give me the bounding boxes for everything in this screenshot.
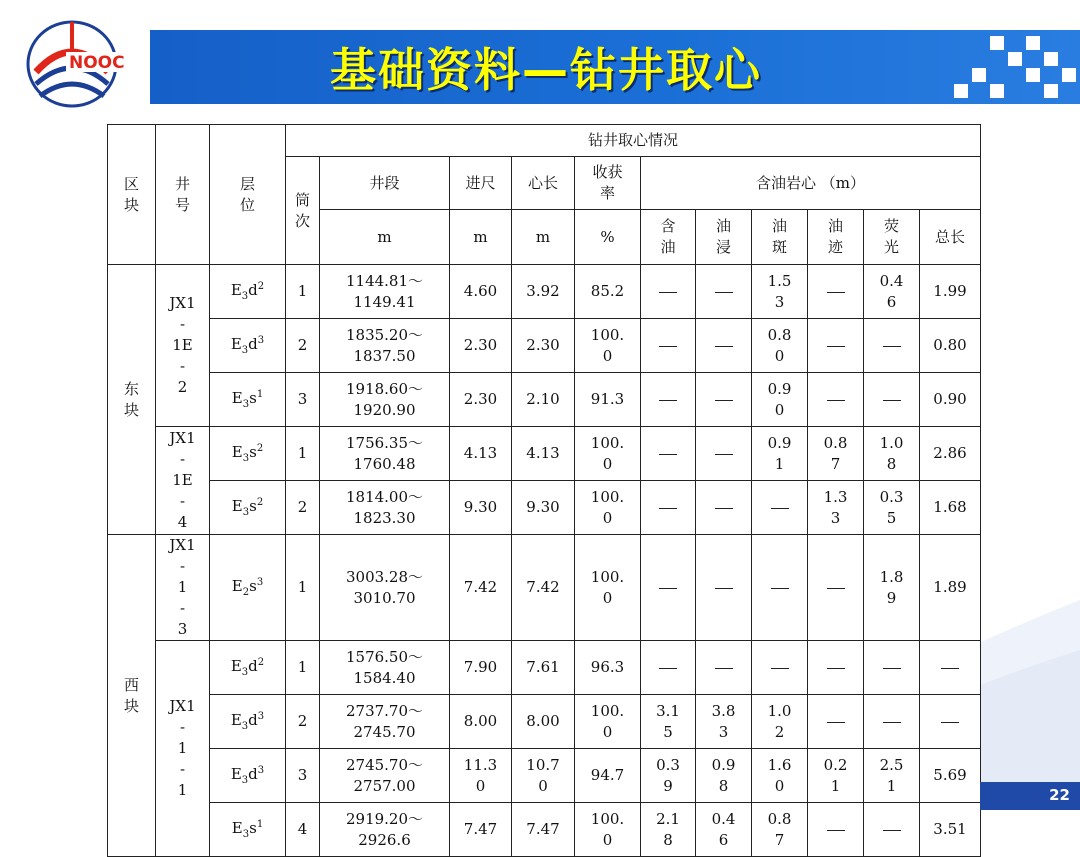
footage-cell: 4.13 bbox=[450, 427, 512, 481]
footage-cell: 2.30 bbox=[450, 373, 512, 427]
fluorescent-cell: 2.5 1 bbox=[864, 749, 920, 803]
table-row bbox=[108, 641, 981, 695]
core-length-cell: 2.30 bbox=[512, 319, 575, 373]
table-row bbox=[108, 481, 981, 535]
core-data-table bbox=[107, 124, 981, 857]
footage-cell: 8.00 bbox=[450, 695, 512, 749]
total-cell: 1.89 bbox=[920, 535, 981, 641]
oil-spotted-cell: 1.5 3 bbox=[752, 265, 808, 319]
fluorescent-cell bbox=[864, 803, 920, 857]
oil-immersed-cell: 0.4 6 bbox=[696, 803, 752, 857]
recovery-cell: 100. 0 bbox=[575, 319, 641, 373]
well-cell: JX1 - 1 - 3 bbox=[156, 535, 210, 641]
empty-dash bbox=[827, 292, 845, 293]
well-cell: JX1 - 1E - 2 bbox=[156, 265, 210, 427]
fluorescent-cell: 1.8 9 bbox=[864, 535, 920, 641]
trip-cell: 1 bbox=[286, 265, 320, 319]
trip-cell: 3 bbox=[286, 373, 320, 427]
empty-dash bbox=[771, 588, 789, 589]
trip-cell: 2 bbox=[286, 319, 320, 373]
trip-cell: 1 bbox=[286, 535, 320, 641]
oil-spotted-cell bbox=[752, 481, 808, 535]
oil-spotted-cell bbox=[752, 641, 808, 695]
core-length-cell: 10.7 0 bbox=[512, 749, 575, 803]
core-length-cell: 8.00 bbox=[512, 695, 575, 749]
recovery-cell: 100. 0 bbox=[575, 695, 641, 749]
header-footage: 进尺 bbox=[450, 157, 512, 210]
footage-cell: 4.60 bbox=[450, 265, 512, 319]
unit-footage: m bbox=[450, 210, 512, 265]
table-row bbox=[108, 803, 981, 857]
unit-core-length: m bbox=[512, 210, 575, 265]
layer-cell: $E_3s^1$ bbox=[210, 803, 286, 857]
oil-bearing-cell bbox=[641, 481, 696, 535]
empty-dash bbox=[771, 668, 789, 669]
page-number: 22 bbox=[1049, 786, 1070, 804]
empty-dash bbox=[715, 292, 733, 293]
header-block: 区 块 bbox=[108, 125, 156, 265]
fluorescent-cell: 0.4 6 bbox=[864, 265, 920, 319]
logo-text: NOOC bbox=[69, 53, 125, 73]
oil-bearing-cell: 3.1 5 bbox=[641, 695, 696, 749]
total-cell: 0.90 bbox=[920, 373, 981, 427]
empty-dash bbox=[715, 454, 733, 455]
recovery-cell: 100. 0 bbox=[575, 803, 641, 857]
oil-immersed-cell bbox=[696, 535, 752, 641]
interval-cell: 1756.35～ 1760.48 bbox=[320, 427, 450, 481]
block-cell: 东 块 bbox=[108, 265, 156, 535]
interval-cell: 1814.00～ 1823.30 bbox=[320, 481, 450, 535]
total-cell: 2.86 bbox=[920, 427, 981, 481]
empty-dash bbox=[827, 830, 845, 831]
total-cell: 0.80 bbox=[920, 319, 981, 373]
header-oil-bearing: 含 油 bbox=[641, 210, 696, 265]
header-core-situation: 钻井取心情况 bbox=[286, 125, 981, 157]
recovery-cell: 91.3 bbox=[575, 373, 641, 427]
empty-dash bbox=[771, 508, 789, 509]
table-row bbox=[108, 695, 981, 749]
layer-cell: $E_3d^2$ bbox=[210, 641, 286, 695]
layer-cell: $E_3s^2$ bbox=[210, 427, 286, 481]
checker-pattern bbox=[930, 30, 1080, 104]
interval-cell: 1576.50～ 1584.40 bbox=[320, 641, 450, 695]
oil-bearing-cell: 2.1 8 bbox=[641, 803, 696, 857]
interval-cell: 2919.20～ 2926.6 bbox=[320, 803, 450, 857]
empty-dash bbox=[827, 400, 845, 401]
recovery-cell: 96.3 bbox=[575, 641, 641, 695]
recovery-cell: 100. 0 bbox=[575, 427, 641, 481]
oil-spotted-cell bbox=[752, 535, 808, 641]
oil-trace-cell bbox=[808, 803, 864, 857]
total-cell: 5.69 bbox=[920, 749, 981, 803]
oil-trace-cell bbox=[808, 319, 864, 373]
oil-spotted-cell: 0.9 0 bbox=[752, 373, 808, 427]
core-length-cell: 9.30 bbox=[512, 481, 575, 535]
footage-cell: 7.90 bbox=[450, 641, 512, 695]
oil-immersed-cell: 3.8 3 bbox=[696, 695, 752, 749]
core-length-cell: 7.61 bbox=[512, 641, 575, 695]
oil-trace-cell: 1.3 3 bbox=[808, 481, 864, 535]
empty-dash bbox=[715, 508, 733, 509]
empty-dash bbox=[715, 668, 733, 669]
header-recovery: 收获 率 bbox=[575, 157, 641, 210]
interval-cell: 1918.60～ 1920.90 bbox=[320, 373, 450, 427]
table-row bbox=[108, 535, 981, 641]
trip-cell: 3 bbox=[286, 749, 320, 803]
oil-immersed-cell bbox=[696, 481, 752, 535]
table-row bbox=[108, 373, 981, 427]
total-cell: 1.99 bbox=[920, 265, 981, 319]
empty-dash bbox=[883, 830, 901, 831]
oil-bearing-cell bbox=[641, 535, 696, 641]
header-total: 总长 bbox=[920, 210, 981, 265]
empty-dash bbox=[715, 588, 733, 589]
empty-dash bbox=[659, 400, 677, 401]
fluorescent-cell bbox=[864, 641, 920, 695]
oil-trace-cell bbox=[808, 373, 864, 427]
empty-dash bbox=[715, 400, 733, 401]
footage-cell: 7.42 bbox=[450, 535, 512, 641]
table-row bbox=[108, 265, 981, 319]
cnooc-logo bbox=[22, 12, 134, 112]
empty-dash bbox=[659, 508, 677, 509]
empty-dash bbox=[827, 588, 845, 589]
layer-cell: $E_3s^1$ bbox=[210, 373, 286, 427]
empty-dash bbox=[659, 588, 677, 589]
total-cell: 1.68 bbox=[920, 481, 981, 535]
trip-cell: 2 bbox=[286, 695, 320, 749]
core-length-cell: 7.42 bbox=[512, 535, 575, 641]
oil-bearing-cell bbox=[641, 319, 696, 373]
footage-cell: 11.3 0 bbox=[450, 749, 512, 803]
oil-spotted-cell: 0.8 0 bbox=[752, 319, 808, 373]
oil-trace-cell: 0.2 1 bbox=[808, 749, 864, 803]
oil-immersed-cell: 0.9 8 bbox=[696, 749, 752, 803]
oil-trace-cell: 0.8 7 bbox=[808, 427, 864, 481]
trip-cell: 1 bbox=[286, 427, 320, 481]
total-cell bbox=[920, 695, 981, 749]
layer-cell: $E_3d^3$ bbox=[210, 319, 286, 373]
header-layer: 层 位 bbox=[210, 125, 286, 265]
trip-cell: 4 bbox=[286, 803, 320, 857]
well-cell: JX1 - 1E - 4 bbox=[156, 427, 210, 535]
recovery-cell: 94.7 bbox=[575, 749, 641, 803]
layer-cell: $E_3d^2$ bbox=[210, 265, 286, 319]
fluorescent-cell bbox=[864, 373, 920, 427]
interval-cell: 2745.70～ 2757.00 bbox=[320, 749, 450, 803]
layer-cell: $E_2s^3$ bbox=[210, 535, 286, 641]
fluorescent-cell: 0.3 5 bbox=[864, 481, 920, 535]
core-length-cell: 2.10 bbox=[512, 373, 575, 427]
footage-cell: 7.47 bbox=[450, 803, 512, 857]
layer-cell: $E_3d^3$ bbox=[210, 749, 286, 803]
header-oil-immersed: 油 浸 bbox=[696, 210, 752, 265]
total-cell: 3.51 bbox=[920, 803, 981, 857]
header-oil-trace: 油 迹 bbox=[808, 210, 864, 265]
oil-trace-cell bbox=[808, 535, 864, 641]
oil-immersed-cell bbox=[696, 373, 752, 427]
oil-bearing-cell bbox=[641, 373, 696, 427]
header-row-1 bbox=[108, 125, 981, 157]
empty-dash bbox=[883, 668, 901, 669]
oil-spotted-cell: 0.9 1 bbox=[752, 427, 808, 481]
empty-dash bbox=[659, 292, 677, 293]
empty-dash bbox=[941, 668, 959, 669]
core-length-cell: 3.92 bbox=[512, 265, 575, 319]
empty-dash bbox=[659, 668, 677, 669]
table-row bbox=[108, 749, 981, 803]
recovery-cell: 85.2 bbox=[575, 265, 641, 319]
interval-cell: 1144.81～ 1149.41 bbox=[320, 265, 450, 319]
fluorescent-cell bbox=[864, 319, 920, 373]
oil-bearing-cell bbox=[641, 265, 696, 319]
header-oil-spotted: 油 斑 bbox=[752, 210, 808, 265]
oil-bearing-cell: 0.3 9 bbox=[641, 749, 696, 803]
interval-cell: 1835.20～ 1837.50 bbox=[320, 319, 450, 373]
empty-dash bbox=[883, 346, 901, 347]
recovery-cell: 100. 0 bbox=[575, 481, 641, 535]
oil-immersed-cell bbox=[696, 641, 752, 695]
table-row bbox=[108, 319, 981, 373]
header-fluorescent: 荧 光 bbox=[864, 210, 920, 265]
slide-title: 基础资料—钻井取心 bbox=[330, 43, 762, 97]
header-interval: 井段 bbox=[320, 157, 450, 210]
fluorescent-cell bbox=[864, 695, 920, 749]
footage-cell: 2.30 bbox=[450, 319, 512, 373]
oil-spotted-cell: 1.6 0 bbox=[752, 749, 808, 803]
footage-cell: 9.30 bbox=[450, 481, 512, 535]
oil-immersed-cell bbox=[696, 427, 752, 481]
empty-dash bbox=[827, 722, 845, 723]
header-oil-core: 含油岩心 （m） bbox=[641, 157, 981, 210]
layer-cell: $E_3d^3$ bbox=[210, 695, 286, 749]
layer-cell: $E_3s^2$ bbox=[210, 481, 286, 535]
header-core-length: 心长 bbox=[512, 157, 575, 210]
interval-cell: 2737.70～ 2745.70 bbox=[320, 695, 450, 749]
header-well: 井 号 bbox=[156, 125, 210, 265]
empty-dash bbox=[827, 668, 845, 669]
total-cell bbox=[920, 641, 981, 695]
oil-spotted-cell: 1.0 2 bbox=[752, 695, 808, 749]
empty-dash bbox=[883, 400, 901, 401]
empty-dash bbox=[827, 346, 845, 347]
oil-trace-cell bbox=[808, 265, 864, 319]
interval-cell: 3003.28～ 3010.70 bbox=[320, 535, 450, 641]
oil-bearing-cell bbox=[641, 641, 696, 695]
trip-cell: 1 bbox=[286, 641, 320, 695]
header-trip: 筒 次 bbox=[286, 157, 320, 265]
unit-interval: m bbox=[320, 210, 450, 265]
empty-dash bbox=[941, 722, 959, 723]
oil-immersed-cell bbox=[696, 319, 752, 373]
well-cell: JX1 - 1 - 1 bbox=[156, 641, 210, 857]
empty-dash bbox=[659, 454, 677, 455]
block-cell: 西 块 bbox=[108, 535, 156, 857]
oil-trace-cell bbox=[808, 641, 864, 695]
oil-spotted-cell: 0.8 7 bbox=[752, 803, 808, 857]
trip-cell: 2 bbox=[286, 481, 320, 535]
recovery-cell: 100. 0 bbox=[575, 535, 641, 641]
empty-dash bbox=[659, 346, 677, 347]
oil-trace-cell bbox=[808, 695, 864, 749]
oil-immersed-cell bbox=[696, 265, 752, 319]
table-row bbox=[108, 427, 981, 481]
core-length-cell: 7.47 bbox=[512, 803, 575, 857]
oil-bearing-cell bbox=[641, 427, 696, 481]
empty-dash bbox=[715, 346, 733, 347]
empty-dash bbox=[883, 722, 901, 723]
unit-recovery: % bbox=[575, 210, 641, 265]
fluorescent-cell: 1.0 8 bbox=[864, 427, 920, 481]
core-length-cell: 4.13 bbox=[512, 427, 575, 481]
